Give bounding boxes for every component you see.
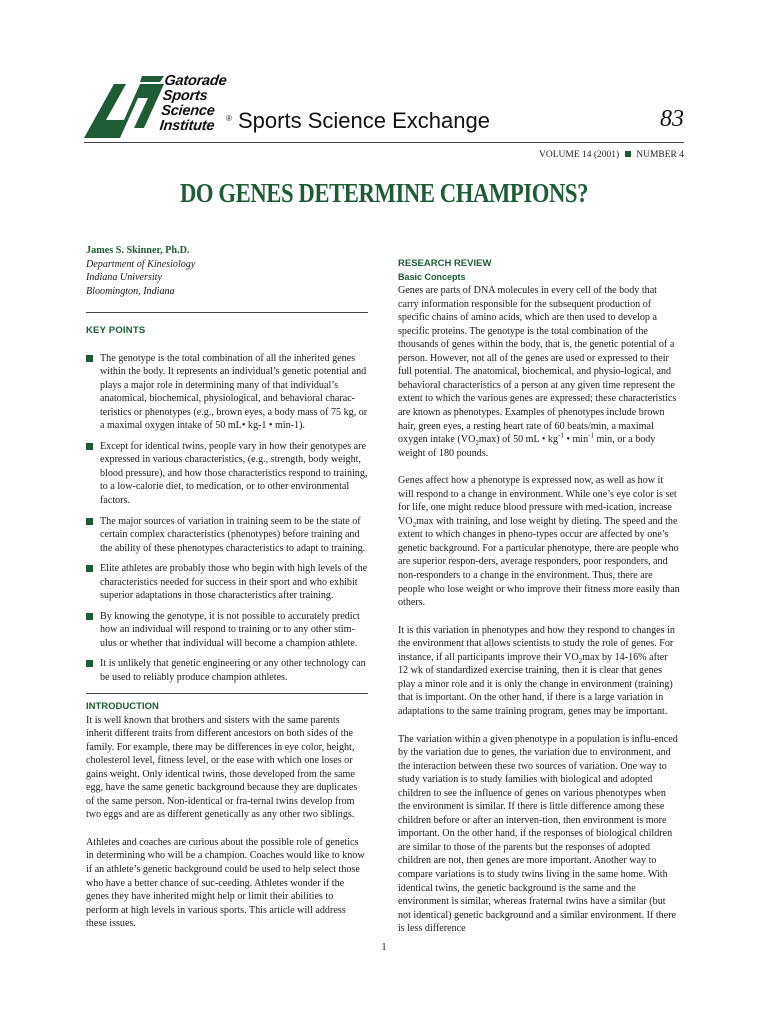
key-points-bottom-rule [86,693,368,694]
author-name: James S. Skinner, Ph.D. [86,245,190,256]
key-point-text: Except for identical twins, people vary in how their genotypes are expressed in various characteristics, (e.g., strength, body weight, blood pressure), and how those characteristics respond to training, to a low-calorie diet, to medication, or to other environmental factors. [100,440,368,507]
key-point-text: Elite athletes are probably those who begin with high levels of the characteristics needed for success in their sport and who exhibit superior adaptations in those characteristics after training. [100,563,368,602]
key-point-item [86,657,368,684]
text-run: Genes are parts of DNA molecules in every cell of the body that carry information responsible for the subsequent production of specific chains of amino acids, which are then used to develop a specific proteins. The genotype is the total combination of the thousands of genes within the body, that is, the genetic potential of a person. However, not all of the genes are used or expressed to their full potential. The anatomical, biochemical, and physio-logical, and behavioral characteristics of a person at any given time represent the extent to which the various genes are expressed; these characteristics are known as phenotypes. Examples of phenotypes include brown hair, green eyes, a resting heart rate of 60 beats/min, a maximal oxygen intake (VO [398,285,677,446]
research-paragraph-2 [398,474,680,609]
key-point-item [86,440,368,508]
left-column [86,244,368,298]
masthead [84,70,684,142]
gatorade-bolt-logo-icon [84,76,164,138]
superscript: -1 [588,431,594,440]
introduction-section [86,700,368,945]
institute-logo-text [159,74,227,134]
key-point-text: The major sources of variation in training seem to be the state of certain complex characteristics (phenotypes) before training and the ability of these phenotypes characteristics to adapt to training. [100,515,366,554]
logo-line-1: Gatorade [163,73,228,89]
key-point-text: By knowing the genotype, it is not possible to accurately predict how an individual will respond to training or to any other stim-ulus or whether that individual will become a champion athlete. [100,610,360,649]
author-university: Indiana University [86,272,162,284]
research-paragraph-1 [398,284,680,460]
key-point-item [86,610,368,651]
introduction-heading: INTRODUCTION [86,701,159,712]
bullet-square-icon [86,613,93,620]
key-point-item [86,352,368,433]
key-point-text: The genotype is the total combination of all the inherited genes within the body. It represents an individual’s genetic potential and plays a major role in determining many of that individual’s anatomical, biochemical, physiological, and behavioral charac-teristics or phenotypes (e.g., brown eyes, a body mass of 75 kg, or a maximal oxygen intake of 50 mL• kg-1 • min-1). [100,352,368,432]
registered-mark: ® [226,114,232,123]
introduction-paragraph-1: It is well known that brothers and sisters with the same parents inherit different traits from different ancestors on both sides of the family. For example, there may be differences in eye color, height, cholesterol level, fitness level, or the ease with which one loses or gains weight. Only identical twins, those developed from the same egg, have the same genetic background because they are duplicates of the same person. Non-identical or fra-ternal twins develop from two eggs and are as different genetically as any other two siblings. [86,714,358,821]
text-run: max) of 50 mL • kg [478,434,559,446]
volume-line [539,150,684,160]
key-point-item [86,562,368,603]
key-point-text: It is unlikely that genetic engineering or any other technology can be used to reliably produce champion athletes. [100,658,366,684]
text-run: It is this variation in phenotypes and how they respond to changes in the environment that allows scientists to study the role of genes. For instance, if all participants improve their VO [398,624,675,663]
research-review-section [398,257,680,950]
research-paragraph-4: The variation within a given phenotype in a population is influ-enced by the variation due to genes, the variation due to environment, and the interaction between these two sources of variation. One way to study variation is to study families with biological and adopted children to see the influence of genes on various phenotypes when the environment is similar. If there is little difference among these children before or after an interven-tion, then environment is more important. On the other hand, if the responses of biological children are similar to those of the parents but the responses of adopted children are not, then genes are more important. Another way to compare variations is to study twins living in the same home. With identical twins, the genetic background is the same and the environment is similar, whereas fraternal twins have a similar (but not identical) genetic background and a similar environment. If there is less difference [398,733,678,935]
bullet-square-icon [86,518,93,525]
bullet-square-icon [86,660,93,667]
author-location: Bloomington, Indiana [86,285,175,297]
logo-line-2: Sports [162,88,209,104]
research-review-heading: RESEARCH REVIEW [398,258,492,269]
number-label: NUMBER 4 [636,150,684,160]
key-points-section [86,324,368,692]
logo-line-4: Institute [158,118,216,134]
bullet-square-icon [86,565,93,572]
text-run: • min [563,434,589,446]
author-department: Department of Kinesiology [86,258,196,270]
subscript: 2 [412,520,417,529]
basic-concepts-subheading: Basic Concepts [398,271,466,282]
subscript: 2 [475,439,479,448]
volume-label: VOLUME 14 (2001) [539,150,620,160]
subscript: 2 [578,656,583,665]
introduction-paragraph-2: Athletes and coaches are curious about the possible role of genetics in determining who will be a champion. Coaches would like to know if an athlete’s genetic background could be used to help select those who have a better chance of suc-ceeding. Athletes wonder if the genes they have inherited might help or limit their abilities to perform at high levels in various sports. This article will address these issues. [86,836,365,930]
text-run: max by 14-16% after 12 wk of standardized exercise training, then it is clear that genes play a minor role and it is only the change in environment (training) that is important. On the other hand, if there is a large variation in adaptations to the same training program, genes may be important. [398,651,673,717]
separator-square-icon [625,151,631,157]
publication-name: Sports Science Exchange [238,108,490,133]
bullet-square-icon [86,355,93,362]
article-title: DO GENES DETERMINE CHAMPIONS? [179,178,589,208]
text-run: min, or a body weight of 180 pounds. [398,434,656,459]
logo-line-3: Science [160,103,216,119]
issue-number: 83 [660,106,684,132]
bullet-square-icon [86,443,93,450]
text-run: max with training, and lose weight by dieting. The speed and the extent to which changes in pheno-types occur are affected by one’s genetic background. For a particular phenotype, there are people who are superior respon-ders, average responders, poor responders, and non-responders to a change in the environment. Thus, there are people who lose weight or who improve their fitness more easily than others. [398,515,680,609]
page-number: 1 [381,942,387,953]
text-run: Genes affect how a phenotype is expressed now, as well as how it will respond to a change in environment. While one’s eye color is set for life, one might reduce blood pressure with med-ication, increase VO [398,475,677,527]
header-rule [84,142,684,143]
superscript: -1 [558,431,564,440]
key-point-item [86,515,368,556]
research-paragraph-3 [398,624,680,719]
key-points-top-rule [86,312,368,313]
key-points-heading: KEY POINTS [86,325,146,336]
